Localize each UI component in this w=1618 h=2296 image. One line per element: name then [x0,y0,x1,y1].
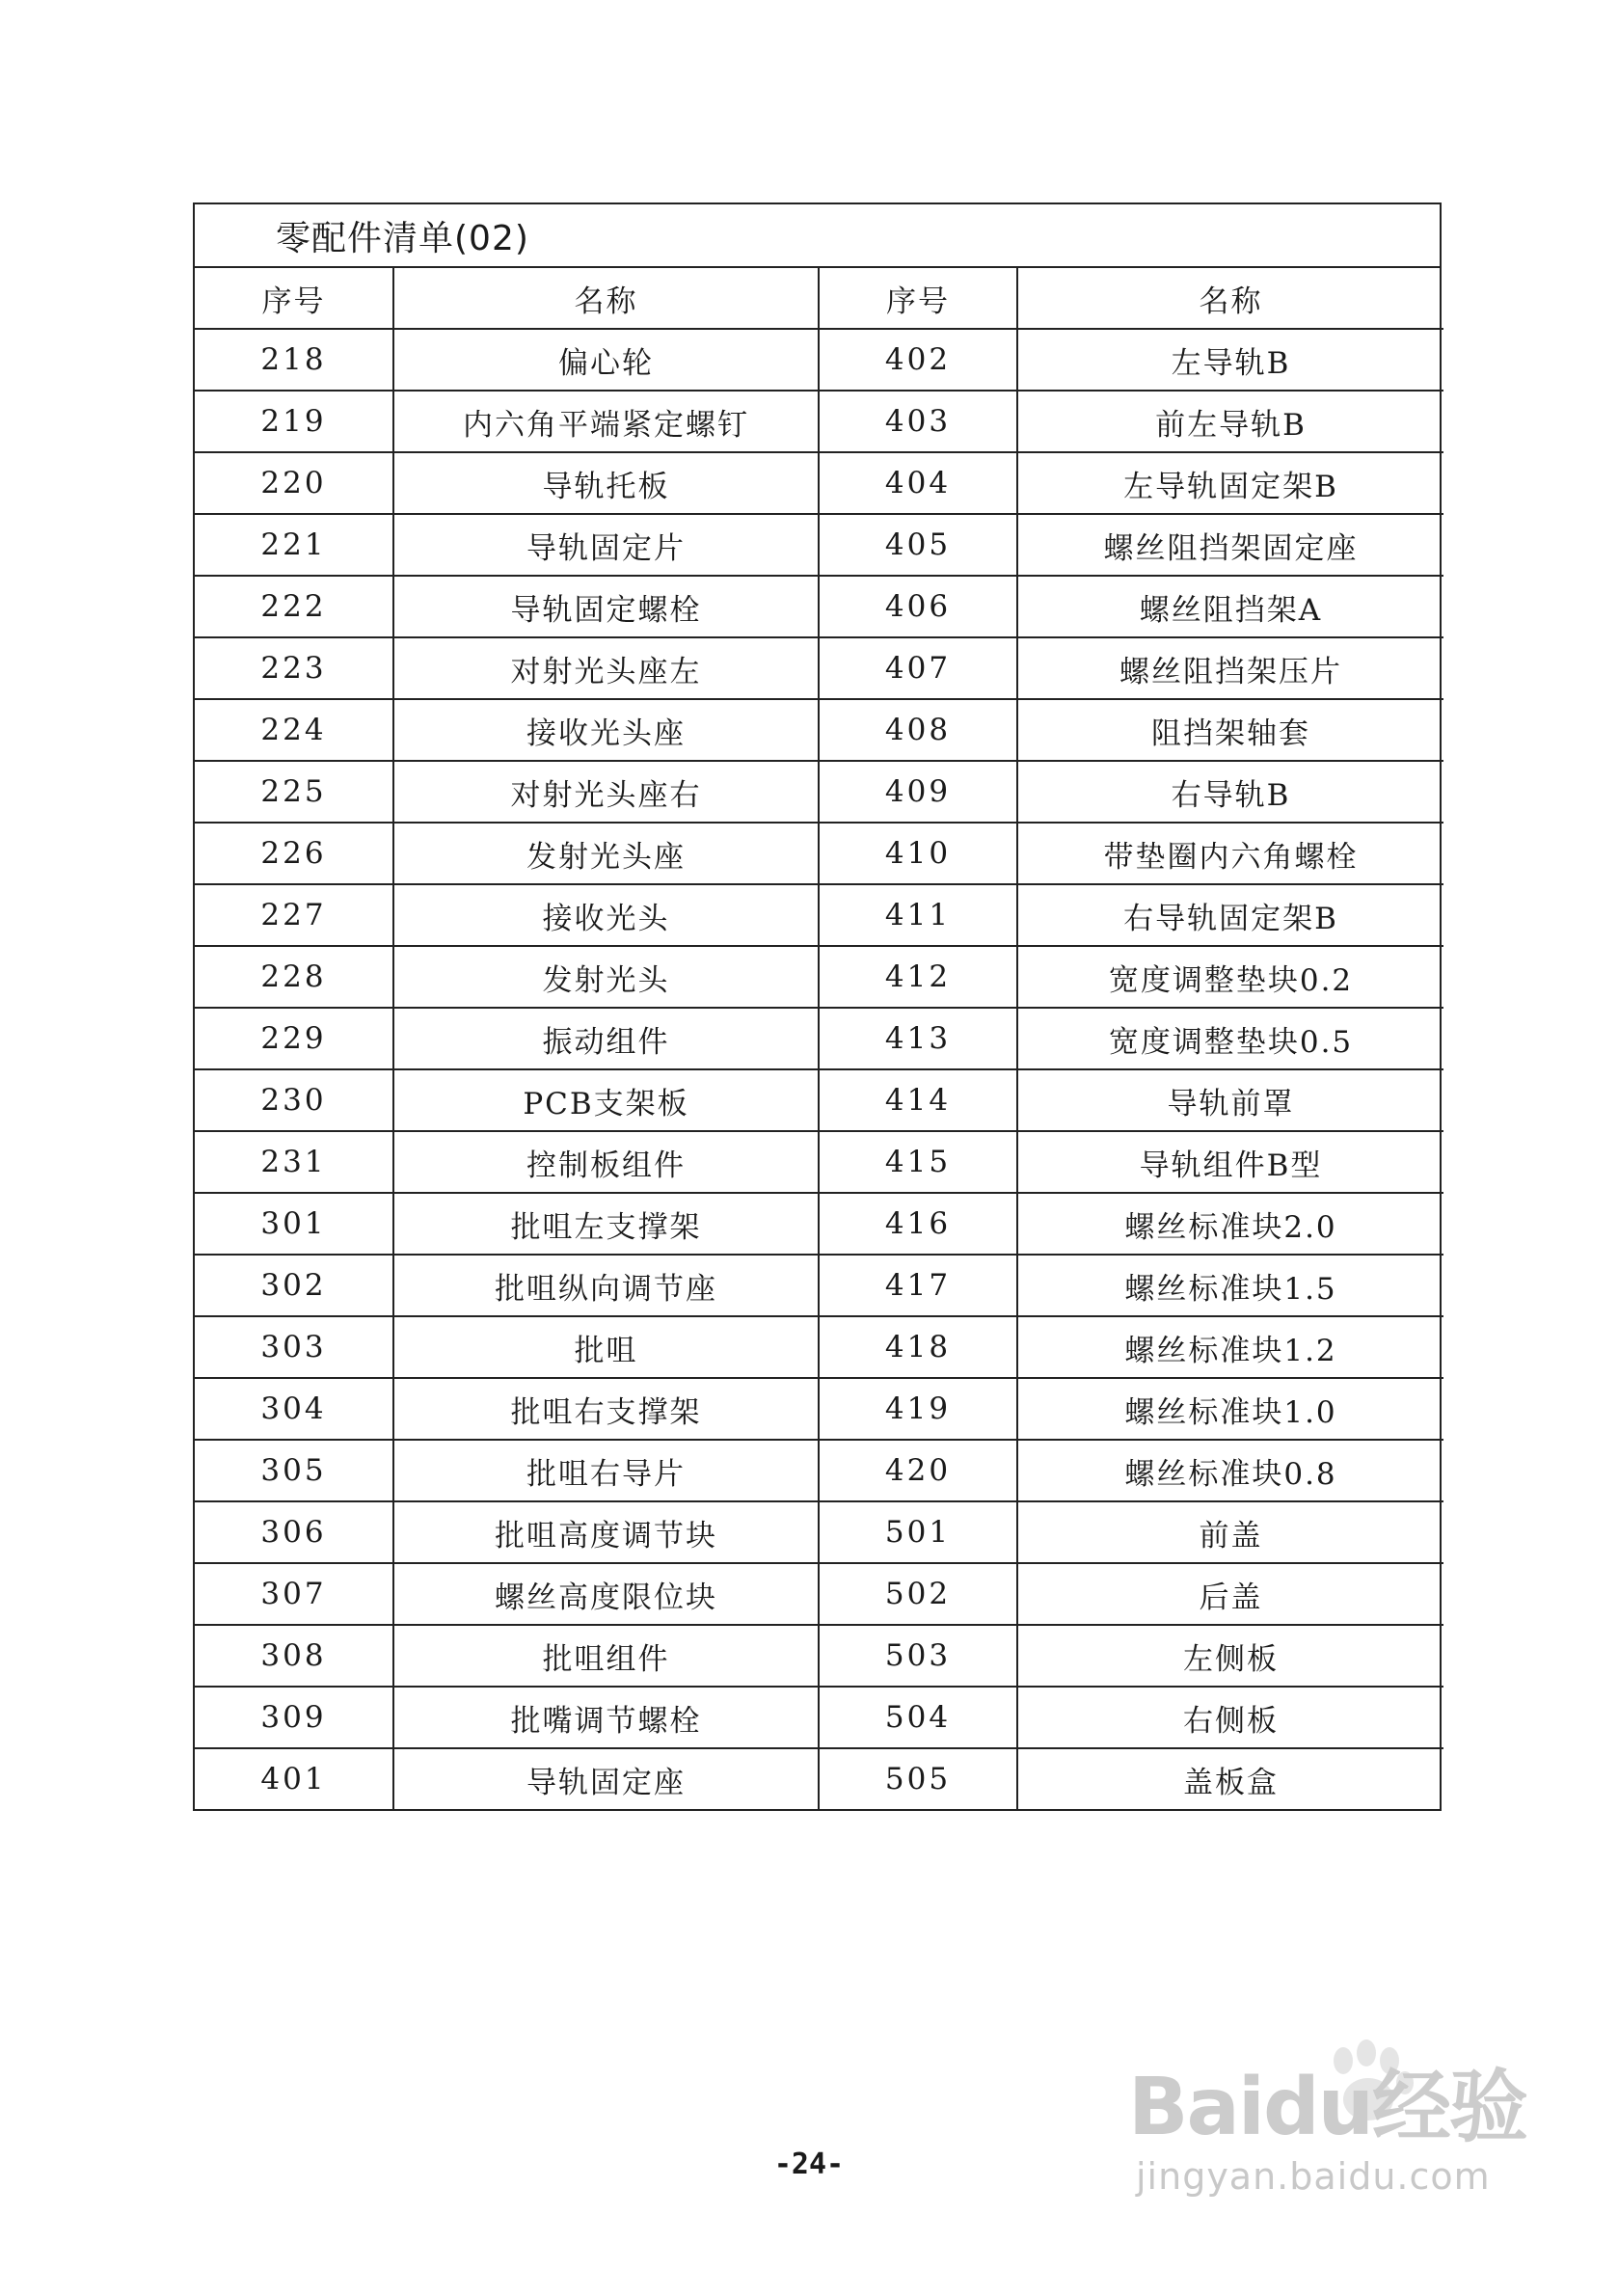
part-name-cell: 批咀右导片 [393,1440,819,1501]
table-row [195,699,1443,761]
part-number-cell: 401 [195,1748,393,1809]
part-number-cell: 218 [195,329,393,391]
part-name-cell: 阻挡架轴套 [1017,699,1443,761]
part-number-cell: 304 [195,1378,393,1440]
table-row [195,761,1443,823]
part-number-cell: 420 [819,1440,1017,1501]
part-number-cell: 220 [195,452,393,514]
table-row [195,452,1443,514]
part-name-cell: 螺丝阻挡架固定座 [1017,514,1443,576]
part-number-cell: 412 [819,946,1017,1008]
table-row [195,1316,1443,1378]
header-row [195,268,1443,329]
part-number-cell: 417 [819,1255,1017,1316]
part-number-cell: 222 [195,576,393,637]
part-number-cell: 301 [195,1193,393,1255]
header-cell: 序号 [819,268,1017,329]
part-number-cell: 228 [195,946,393,1008]
part-number-cell: 503 [819,1625,1017,1687]
table-row [195,329,1443,391]
part-number-cell: 405 [819,514,1017,576]
part-number-cell: 408 [819,699,1017,761]
part-number-cell: 402 [819,329,1017,391]
part-name-cell: 发射光头座 [393,823,819,884]
watermark-brand: Baidu经验 [1128,2062,1527,2153]
table-row [195,1378,1443,1440]
part-name-cell: 左导轨固定架B [1017,452,1443,514]
part-name-cell: 对射光头座右 [393,761,819,823]
part-name-cell: 螺丝标准块1.5 [1017,1255,1443,1316]
table-row [195,1069,1443,1131]
part-number-cell: 407 [819,637,1017,699]
table-row [195,1440,1443,1501]
part-name-cell: 批嘴调节螺栓 [393,1687,819,1748]
part-number-cell: 227 [195,884,393,946]
part-number-cell: 306 [195,1501,393,1563]
part-name-cell: 批咀左支撑架 [393,1193,819,1255]
part-name-cell: 控制板组件 [393,1131,819,1193]
part-number-cell: 406 [819,576,1017,637]
part-number-cell: 224 [195,699,393,761]
part-name-cell: 螺丝标准块1.2 [1017,1316,1443,1378]
part-number-cell: 416 [819,1193,1017,1255]
table-row [195,823,1443,884]
part-number-cell: 414 [819,1069,1017,1131]
table-row [195,1131,1443,1193]
part-number-cell: 410 [819,823,1017,884]
part-name-cell: 螺丝阻挡架A [1017,576,1443,637]
part-name-cell: 前盖 [1017,1501,1443,1563]
part-name-cell: 前左导轨B [1017,391,1443,452]
part-number-cell: 308 [195,1625,393,1687]
part-name-cell: 螺丝标准块0.8 [1017,1440,1443,1501]
part-name-cell: 盖板盒 [1017,1748,1443,1809]
part-name-cell: PCB支架板 [393,1069,819,1131]
part-name-cell: 螺丝标准块1.0 [1017,1378,1443,1440]
table-row [195,514,1443,576]
table-title: 零配件清单(02) [195,204,1440,268]
part-name-cell: 批咀纵向调节座 [393,1255,819,1316]
part-name-cell: 发射光头 [393,946,819,1008]
header-cell: 名称 [1017,268,1443,329]
table-row [195,1193,1443,1255]
part-number-cell: 409 [819,761,1017,823]
table-row [195,884,1443,946]
table-row [195,391,1443,452]
table-row [195,1008,1443,1069]
part-number-cell: 418 [819,1316,1017,1378]
table-row [195,576,1443,637]
header-cell: 序号 [195,268,393,329]
part-number-cell: 303 [195,1316,393,1378]
table-row [195,1625,1443,1687]
table-row [195,1748,1443,1809]
part-number-cell: 415 [819,1131,1017,1193]
part-number-cell: 411 [819,884,1017,946]
part-name-cell: 导轨固定座 [393,1748,819,1809]
part-name-cell: 导轨固定片 [393,514,819,576]
parts-table [195,268,1443,1809]
header-cell: 名称 [393,268,819,329]
table-row [195,1687,1443,1748]
part-name-cell: 振动组件 [393,1008,819,1069]
part-name-cell: 导轨前罩 [1017,1069,1443,1131]
part-number-cell: 231 [195,1131,393,1193]
part-name-cell: 螺丝高度限位块 [393,1563,819,1625]
part-name-cell: 内六角平端紧定螺钉 [393,391,819,452]
watermark-url: jingyan.baidu.com [1136,2155,1491,2198]
part-number-cell: 419 [819,1378,1017,1440]
part-name-cell: 接收光头 [393,884,819,946]
table-row [195,1255,1443,1316]
part-number-cell: 305 [195,1440,393,1501]
part-name-cell: 批咀组件 [393,1625,819,1687]
part-number-cell: 502 [819,1563,1017,1625]
part-name-cell: 导轨托板 [393,452,819,514]
part-number-cell: 219 [195,391,393,452]
part-number-cell: 504 [819,1687,1017,1748]
page-number: -24- [773,2147,845,2181]
parts-list-table [193,203,1442,1811]
part-name-cell: 螺丝阻挡架压片 [1017,637,1443,699]
part-name-cell: 左侧板 [1017,1625,1443,1687]
part-name-cell: 右侧板 [1017,1687,1443,1748]
part-number-cell: 225 [195,761,393,823]
table-row [195,1501,1443,1563]
part-name-cell: 螺丝标准块2.0 [1017,1193,1443,1255]
part-name-cell: 接收光头座 [393,699,819,761]
part-number-cell: 403 [819,391,1017,452]
part-number-cell: 221 [195,514,393,576]
part-name-cell: 批咀 [393,1316,819,1378]
part-number-cell: 307 [195,1563,393,1625]
part-number-cell: 413 [819,1008,1017,1069]
part-name-cell: 带垫圈内六角螺栓 [1017,823,1443,884]
part-name-cell: 导轨固定螺栓 [393,576,819,637]
part-name-cell: 后盖 [1017,1563,1443,1625]
part-name-cell: 批咀高度调节块 [393,1501,819,1563]
table-row [195,637,1443,699]
part-name-cell: 右导轨固定架B [1017,884,1443,946]
part-name-cell: 左导轨B [1017,329,1443,391]
table-row [195,946,1443,1008]
part-name-cell: 右导轨B [1017,761,1443,823]
part-number-cell: 226 [195,823,393,884]
table-row [195,1563,1443,1625]
part-name-cell: 宽度调整垫块0.5 [1017,1008,1443,1069]
part-number-cell: 229 [195,1008,393,1069]
part-name-cell: 偏心轮 [393,329,819,391]
part-name-cell: 对射光头座左 [393,637,819,699]
part-number-cell: 505 [819,1748,1017,1809]
part-number-cell: 404 [819,452,1017,514]
part-number-cell: 223 [195,637,393,699]
part-number-cell: 230 [195,1069,393,1131]
part-name-cell: 导轨组件B型 [1017,1131,1443,1193]
part-number-cell: 302 [195,1255,393,1316]
part-name-cell: 宽度调整垫块0.2 [1017,946,1443,1008]
part-name-cell: 批咀右支撑架 [393,1378,819,1440]
part-number-cell: 309 [195,1687,393,1748]
part-number-cell: 501 [819,1501,1017,1563]
